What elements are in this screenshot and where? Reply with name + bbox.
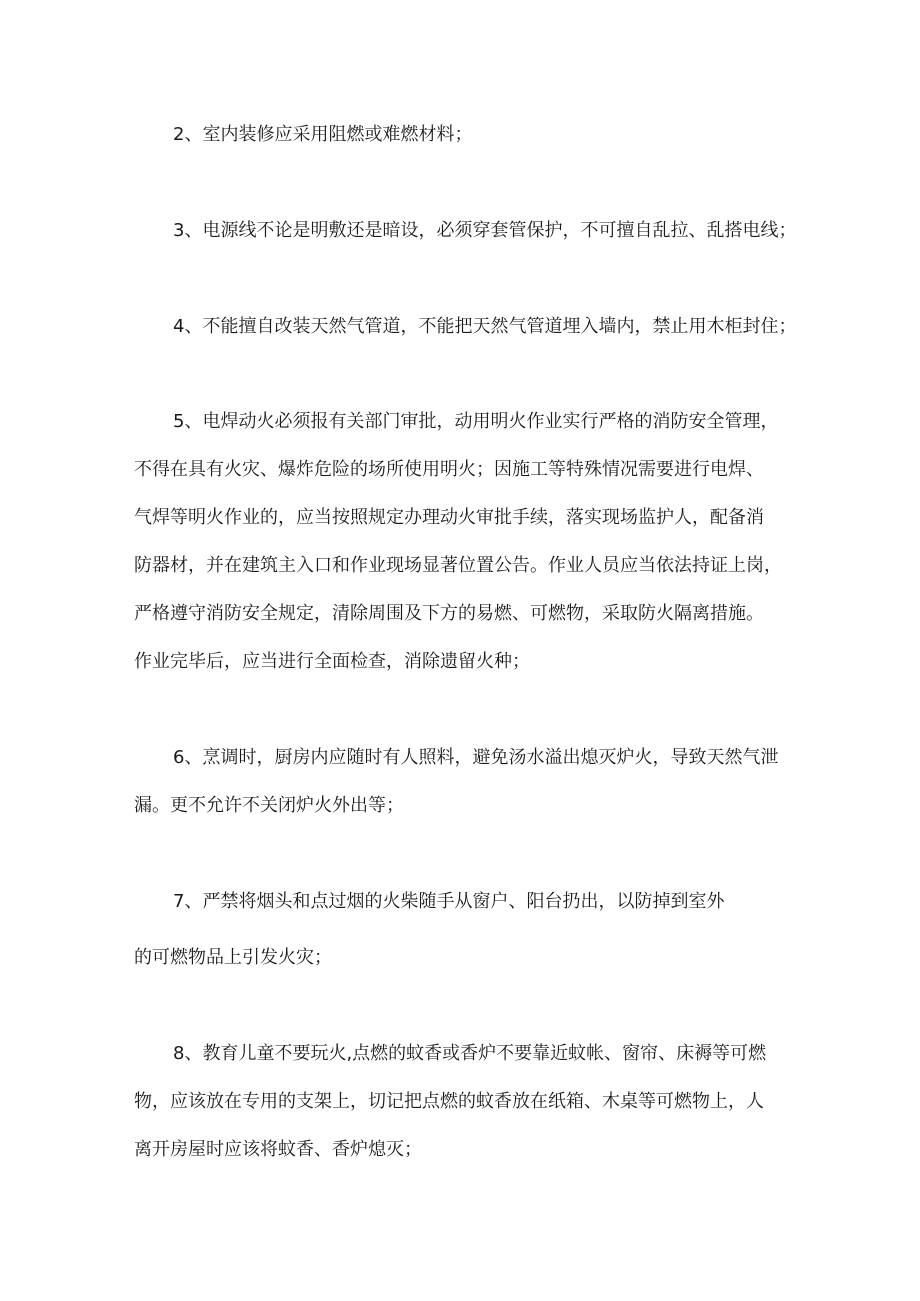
text-line: 防器材，并在建筑主入口和作业现场显著位置公告。作业人员应当依法持证上岗， [134,555,782,576]
text-line: 不得在具有火灾、爆炸危险的场所使用明火；因施工等特殊情况需要进行电焊、 [134,459,764,480]
text-line: 的可燃物品上引发火灾； [134,947,332,968]
text-line: 6、烹调时，厨房内应随时有人照料，避免汤水溢出熄灭炉火，导致天然气泄 [173,747,779,768]
text-line: 5、电焊动火必须报有关部门审批，动用明火作业实行严格的消防安全管理， [173,411,779,432]
text-line: 3、电源线不论是明敷还是暗设，必须穿套管保护，不可擅自乱拉、乱搭电线； [173,220,797,241]
text-line: 离开房屋时应该将蚊香、香炉熄灭； [134,1139,422,1160]
text-line: 物，应该放在专用的支架上，切记把点燃的蚊香放在纸箱、木桌等可燃物上，人 [134,1091,764,1112]
text-line: 严格遵守消防安全规定，清除周围及下方的易燃、可燃物，采取防火隔离措施。 [134,603,764,624]
text-line: 气焊等明火作业的，应当按照规定办理动火审批手续，落实现场监护人，配备消 [134,507,764,528]
text-line: 7、严禁将烟头和点过烟的火柴随手从窗户、阳台扔出，以防掉到室外 [173,891,725,912]
text-line: 2、室内装修应采用阻燃或难燃材料； [173,124,473,145]
text-line: 作业完毕后，应当进行全面检查，消除遗留火种； [134,651,530,672]
text-line: 漏。更不允许不关闭炉火外出等； [134,795,404,816]
text-line: 4、不能擅自改装天然气管道，不能把天然气管道埋入墙内，禁止用木柜封住； [173,316,797,337]
text-line: 8、教育儿童不要玩火,点燃的蚊香或香炉不要靠近蚊帐、窗帘、床褥等可燃 [173,1043,767,1064]
